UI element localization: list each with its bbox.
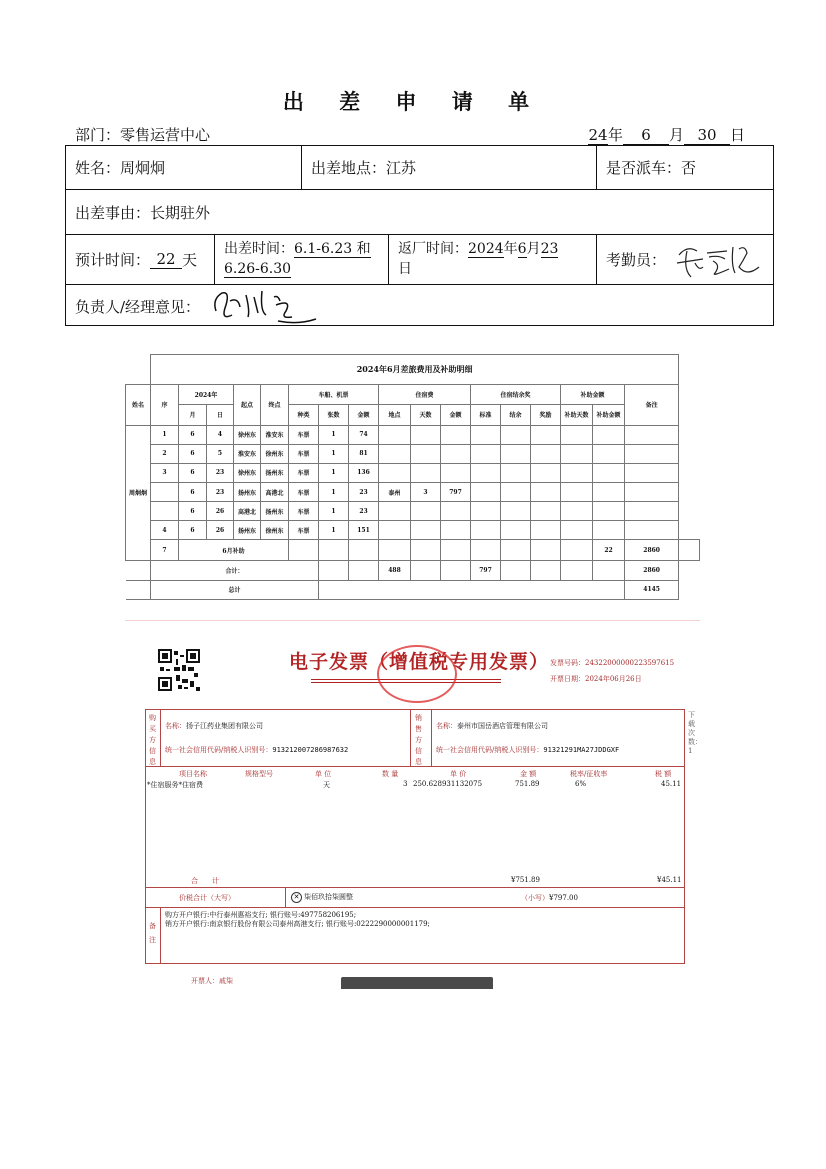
invoice-date xyxy=(550,674,642,684)
manager-label: 负责人/经理意见： xyxy=(75,297,201,316)
total-label: 总计 xyxy=(151,580,319,599)
col-item-name: 项目名称 xyxy=(179,770,207,778)
cell-day: 23 xyxy=(207,463,234,482)
cell-lodging-amount xyxy=(441,425,471,444)
cell-month: 6 xyxy=(179,483,207,502)
expense-title: 2024年6月差旅费用及补助明细 xyxy=(151,355,679,385)
col-spec: 规格型号 xyxy=(245,770,273,778)
total-small-label: （小写） xyxy=(521,894,549,902)
items-divider xyxy=(145,887,685,888)
download-note: 下载次数：1 xyxy=(688,711,702,755)
col-lodging-amount: 金额 xyxy=(441,405,471,425)
form-date xyxy=(588,124,745,145)
cell-from: 徐州东 xyxy=(234,425,261,444)
col-unit: 单 位 xyxy=(315,770,332,778)
cell-amount: 151 xyxy=(349,521,379,540)
remark-side-line xyxy=(160,907,161,964)
trip-time-value-1: 6.1-6.23 和 xyxy=(294,241,371,257)
return-month: 6 xyxy=(517,241,527,257)
cell-month: 6 xyxy=(179,444,207,463)
col-qty: 数 量 xyxy=(382,770,399,778)
col-subsidy: 补助金额 xyxy=(561,385,625,405)
date-day-unit: 日 xyxy=(730,126,746,144)
cell-kind: 车票 xyxy=(289,483,319,502)
attendance-field xyxy=(597,235,775,284)
seller-side-line-b xyxy=(431,709,432,766)
total-value: 4145 xyxy=(625,580,679,599)
cell-amount: 81 xyxy=(349,444,379,463)
buyer-side-label: 购买方信息 xyxy=(149,714,156,766)
cell-seq: 2 xyxy=(151,444,179,463)
col-subsidy-amount: 补助金额 xyxy=(593,405,625,425)
date-month: 6 xyxy=(623,126,669,145)
item-amount: 751.89 xyxy=(515,780,540,788)
total-small xyxy=(521,893,578,903)
cell-kind: 车票 xyxy=(289,444,319,463)
col-surplus: 结余 xyxy=(501,405,531,425)
name-field: 姓名：周炯炯 xyxy=(66,146,302,189)
cell-to: 徐州东 xyxy=(261,444,289,463)
cell-count: 1 xyxy=(319,463,349,482)
table-row xyxy=(126,444,700,463)
total-divider xyxy=(145,907,685,908)
cell-lodging-amount: 797 xyxy=(441,483,471,502)
cell-to: 高港北 xyxy=(261,483,289,502)
return-year: 2024 xyxy=(468,241,504,257)
remark-line-2: 销方开户银行:南京银行股份有限公司泰州高港支行; 银行账号:0222290000001179; xyxy=(165,920,430,928)
est-time-label: 预计时间： xyxy=(75,251,151,269)
cell-day: 26 xyxy=(207,521,234,540)
cell-to: 淮安东 xyxy=(261,425,289,444)
cell-days xyxy=(411,502,441,521)
cross-circle-icon: ✕ xyxy=(291,892,302,903)
expense-table xyxy=(125,354,700,600)
cell-amount: 136 xyxy=(349,463,379,482)
cell-month: 6 xyxy=(179,463,207,482)
cell-lodging-amount xyxy=(441,463,471,482)
item-name: *住宿服务*住宿费 xyxy=(147,781,203,789)
attendance-label: 考勤员： xyxy=(606,251,667,269)
col-place: 地点 xyxy=(379,405,411,425)
seller-tax xyxy=(436,745,619,755)
date-year: 24 xyxy=(588,126,608,144)
date-month-unit: 月 xyxy=(669,126,685,144)
seller-name xyxy=(436,721,548,731)
reason-field: 出差事由：长期驻外 xyxy=(75,203,211,222)
seller-tax-value: 91321291MA27JDDGXF xyxy=(543,746,620,754)
form-row-2 xyxy=(66,190,773,235)
return-month-unit: 月 xyxy=(526,241,541,257)
cell-count: 1 xyxy=(319,502,349,521)
item-rate: 6% xyxy=(575,780,587,788)
cell-count: 1 xyxy=(319,444,349,463)
cell-from: 淮安东 xyxy=(234,444,261,463)
cell-from: 徐州东 xyxy=(234,463,261,482)
cell-day: 4 xyxy=(207,425,234,444)
item-qty: 3 xyxy=(403,780,408,788)
col-days: 天数 xyxy=(411,405,441,425)
cell-lodging-amount xyxy=(441,521,471,540)
seller-name-label: 名称： xyxy=(436,722,457,730)
invoice-date-label: 开票日期： xyxy=(550,675,585,683)
col-price: 单 价 xyxy=(450,770,467,778)
invoice-image xyxy=(125,620,700,987)
form-row-4 xyxy=(66,285,773,327)
seller-side-label: 销售方信息 xyxy=(415,714,422,766)
col-rate: 税率/征收率 xyxy=(570,770,608,778)
tax-seal-stamp xyxy=(377,645,457,703)
cell-amount: 23 xyxy=(349,502,379,521)
col-month: 月 xyxy=(179,405,207,425)
application-form xyxy=(65,145,774,326)
date-day: 30 xyxy=(684,126,730,145)
subsidy-seq: 7 xyxy=(151,540,179,560)
person-name: 周炯炯 xyxy=(126,425,151,560)
qr-code-icon xyxy=(158,649,200,691)
col-year: 2024年 xyxy=(179,385,234,405)
col-transport: 车船、机票 xyxy=(289,385,379,405)
cell-month: 6 xyxy=(179,425,207,444)
item-tax: 45.11 xyxy=(661,780,682,788)
cell-to: 扬州东 xyxy=(261,502,289,521)
seller-tax-label: 统一社会信用代码/纳税人识别号： xyxy=(436,746,544,754)
sum-label: 合 计 xyxy=(191,877,219,885)
buyer-tax-label: 统一社会信用代码/纳税人识别号： xyxy=(165,746,273,754)
cell-count: 1 xyxy=(319,521,349,540)
table-row xyxy=(126,425,700,444)
cell-amount: 23 xyxy=(349,483,379,502)
manager-signature xyxy=(208,281,320,327)
cell-amount: 74 xyxy=(349,425,379,444)
table-row xyxy=(126,502,700,521)
col-lodging: 住宿费 xyxy=(379,385,471,405)
department: 部门：零售运营中心 xyxy=(75,126,211,144)
invoice-number xyxy=(550,658,674,668)
col-reward: 奖励 xyxy=(531,405,561,425)
cell-seq: 3 xyxy=(151,463,179,482)
return-day: 23 xyxy=(540,241,559,257)
subtotal-row xyxy=(126,560,700,580)
total-small-value: ¥797.00 xyxy=(549,894,578,902)
cell-month: 6 xyxy=(179,502,207,521)
col-subsidy-days: 补助天数 xyxy=(561,405,593,425)
cell-day: 5 xyxy=(207,444,234,463)
cell-count: 1 xyxy=(319,483,349,502)
col-count: 张数 xyxy=(319,405,349,425)
cell-count: 1 xyxy=(319,425,349,444)
toolbar-overlay[interactable] xyxy=(341,977,493,989)
form-title: 出 差 申 请 单 xyxy=(282,90,544,114)
cell-kind: 车票 xyxy=(289,425,319,444)
buyer-name-label: 名称： xyxy=(165,722,186,730)
col-seq: 序 xyxy=(151,385,179,425)
subsidy-amount: 2860 xyxy=(625,540,679,560)
car-field: 是否派车：否 xyxy=(606,159,697,177)
total-split-line xyxy=(285,887,286,907)
invoice-date-value: 2024年06月26日 xyxy=(585,675,642,683)
table-row xyxy=(126,521,700,540)
subtotal-lodging: 797 xyxy=(471,560,501,580)
cell-days xyxy=(411,444,441,463)
return-year-unit: 年 xyxy=(503,241,518,257)
cell-kind: 车票 xyxy=(289,502,319,521)
col-amount: 金额 xyxy=(349,405,379,425)
cell-day: 23 xyxy=(207,483,234,502)
subsidy-label: 6月补助 xyxy=(179,540,289,560)
cell-seq: 4 xyxy=(151,521,179,540)
trip-time-label: 出差时间： xyxy=(224,241,294,257)
subtotal-label: 合计： xyxy=(151,560,319,580)
subtotal-subsidy: 2860 xyxy=(625,560,679,580)
cell-from: 扬州东 xyxy=(234,483,261,502)
subsidy-days: 22 xyxy=(593,540,625,560)
buyer-name xyxy=(165,721,263,731)
cell-place xyxy=(379,521,411,540)
cell-days xyxy=(411,425,441,444)
buyer-tax xyxy=(165,745,348,755)
cell-to: 扬州东 xyxy=(261,463,289,482)
cell-days xyxy=(411,463,441,482)
seller-name-value: 泰州市国岳酒店管理有限公司 xyxy=(457,722,548,730)
form-row-1 xyxy=(66,146,773,190)
remark-label: 备注 xyxy=(149,922,156,944)
cell-place xyxy=(379,463,411,482)
col-standard: 标准 xyxy=(471,405,501,425)
cell-place xyxy=(379,425,411,444)
col-amount: 金 额 xyxy=(520,770,537,778)
cell-seq xyxy=(151,502,179,521)
trip-time-field xyxy=(215,235,389,284)
cell-seq: 1 xyxy=(151,425,179,444)
seller-side-line-a xyxy=(410,709,411,766)
item-price: 250.628931132075 xyxy=(413,780,483,788)
col-name: 姓名 xyxy=(126,385,151,425)
col-tax: 税 额 xyxy=(655,770,672,778)
cell-to: 徐州东 xyxy=(261,521,289,540)
cell-lodging-amount xyxy=(441,502,471,521)
item-unit: 天 xyxy=(323,781,330,789)
issuer: 开票人：戚柒 xyxy=(191,977,233,985)
trip-time-value-2: 6.26-6.30 xyxy=(224,261,292,277)
invoice-number-label: 发票号码： xyxy=(550,659,585,667)
subtotal-transport: 488 xyxy=(379,560,411,580)
cell-days: 3 xyxy=(411,483,441,502)
remark-line-1: 购方开户银行:中行泰州惠裕支行; 银行账号:497758206195; xyxy=(165,911,357,919)
date-year-unit: 年 xyxy=(608,126,624,144)
cell-days xyxy=(411,521,441,540)
col-kind: 种类 xyxy=(289,405,319,425)
form-row-3 xyxy=(66,235,773,285)
return-label: 返厂时间： xyxy=(398,241,468,257)
cell-month: 6 xyxy=(179,521,207,540)
cell-from: 扬州东 xyxy=(234,521,261,540)
sum-amount: ¥751.89 xyxy=(511,876,540,884)
cell-day: 26 xyxy=(207,502,234,521)
buyer-name-value: 扬子江药业集团有限公司 xyxy=(186,722,263,730)
est-days-unit: 天 xyxy=(182,251,198,269)
invoice-number-value: 24322000000223597615 xyxy=(585,659,675,667)
col-day: 日 xyxy=(207,405,234,425)
cell-place xyxy=(379,502,411,521)
invoice-title: 电子发票（增值税专用发票） xyxy=(289,651,550,673)
col-remarks: 备注 xyxy=(625,385,679,425)
col-start: 起点 xyxy=(234,385,261,425)
col-end: 终点 xyxy=(261,385,289,425)
table-row xyxy=(126,483,700,502)
col-lodging-balance: 住宿结余奖 xyxy=(471,385,561,405)
location-field: 出差地点：江苏 xyxy=(302,146,597,189)
total-row xyxy=(126,580,700,599)
manager-field xyxy=(66,285,775,327)
est-time-field xyxy=(66,235,215,284)
total-words xyxy=(291,892,353,903)
subsidy-row xyxy=(126,540,700,560)
table-row xyxy=(126,463,700,482)
cell-place xyxy=(379,444,411,463)
cell-lodging-amount xyxy=(441,444,471,463)
attendance-signature xyxy=(673,237,765,281)
sum-tax: ¥45.11 xyxy=(657,876,682,884)
cell-kind: 车票 xyxy=(289,463,319,482)
cell-kind: 车票 xyxy=(289,521,319,540)
cell-place: 泰州 xyxy=(379,483,411,502)
total-words-value: 柒佰玖拾柒圆整 xyxy=(304,893,353,901)
cell-seq xyxy=(151,483,179,502)
buyer-side-line xyxy=(160,709,161,766)
est-days: 22 xyxy=(150,250,182,269)
return-time-field xyxy=(389,235,597,284)
buyer-tax-value: 913212007286987632 xyxy=(272,746,349,754)
cell-from: 高港北 xyxy=(234,502,261,521)
total-words-label: 价税合计（大写） xyxy=(179,894,235,902)
return-day-unit: 日 xyxy=(398,261,412,277)
